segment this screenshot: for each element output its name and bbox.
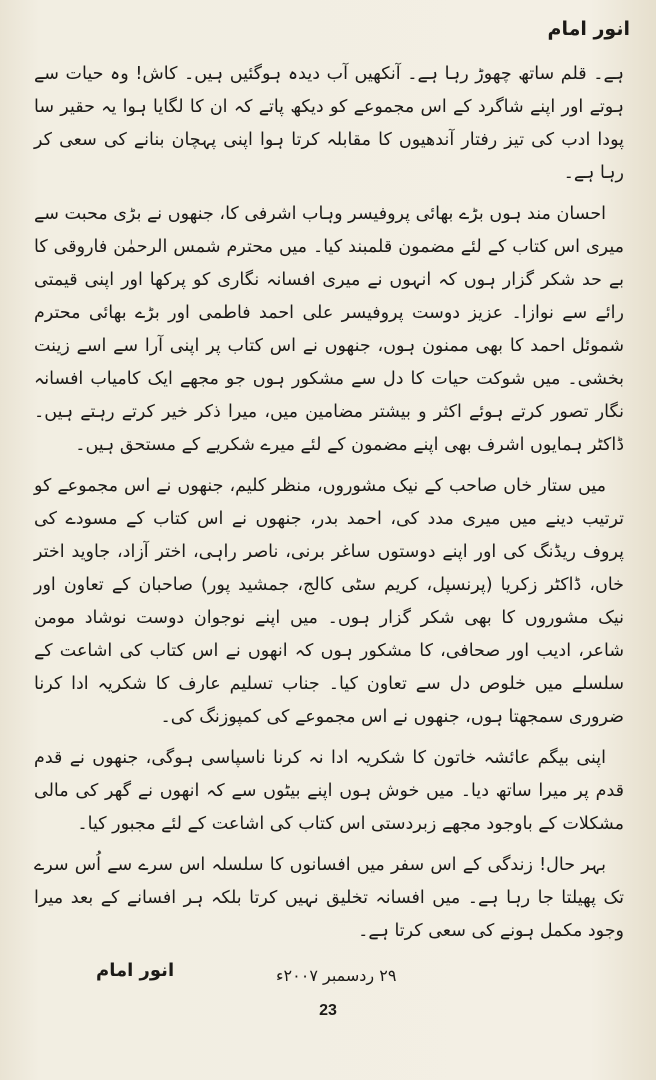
signature-date: ۲۹ ردسمبر ۲۰۰۷ء	[276, 966, 397, 985]
page-number: 23	[319, 1002, 337, 1019]
paragraph: ہے۔ قلم ساتھ چھوڑ رہا ہے۔ آنکھیں آب دیدہ ہوگئیں ہیں۔ کاش! وہ حیات سے ہوتے اور اپنے شاگرد کے اس مجموعے کو دیکھ پاتے کہ ان کا لگایا ہوا یہ حقیر سا پودا ادب کی تیز رفتار آندھیوں کا مقابلہ کرتا ہوا اپنی پہچان بنانے کی سعی کر رہا ہے۔	[34, 64, 624, 183]
paragraph: بہر حال! زندگی کے اس سفر میں افسانوں کا سلسلہ اس سرے سے اُس سرے تک پھیلتا جا رہا ہے۔ میں افسانہ تخلیق نہیں کرتا بلکہ ہر افسانے کے بعد میرا وجود مکمل ہونے کی سعی کرتا ہے۔	[34, 855, 624, 941]
running-header-author: انور امام	[547, 18, 630, 40]
body-text	[34, 58, 624, 952]
paragraph: میں ستار خاں صاحب کے نیک مشوروں، منظر کلیم، جنھوں نے اس مجموعے کو ترتیب دینے میں میری مدد کی، احمد بدر، جنھوں نے اس کتاب کے مسودے کی پروف ریڈنگ کی اور اپنے دوستوں ساغر برنی، ناصر راہی، اختر آزاد، جاوید اختر خاں، ڈاکٹر زکریا (پرنسپل، کریم سٹی کالج، جمشید پور) صاحبان کے تعاون اور نیک مشوروں کا بھی شکر گزار ہوں۔ میں اپنے نوجوان دوست نوشاد مومن شاعر، ادیب اور صحافی، کا مشکور ہوں کہ انھوں نے اس کتاب کی اشاعت کے سلسلے میں خلوص دل سے تعاون کیا۔ جناب تسلیم عارف کا شکریہ ادا کرنا ضروری سمجھتا ہوں، جنھوں نے اس مجموعے کی کمپوزنگ کی۔	[34, 476, 624, 727]
paragraph: اپنی بیگم عائشہ خاتون کا شکریہ ادا نہ کرنا ناسپاسی ہوگی، جنھوں نے قدم قدم پر میرا ساتھ دیا۔ میں خوش ہوں اپنے بیٹوں سے کہ انھوں نے گھر کی مالی مشکلات کے باوجود مجھے زبردستی اس کتاب کی اشاعت کے لئے مجبور کیا۔	[34, 748, 624, 834]
paragraph: احسان مند ہوں بڑے بھائی پروفیسر وہاب اشرفی کا، جنھوں نے بڑی محبت سے میری اس کتاب کے لئے مضمون قلمبند کیا۔ میں محترم شمس الرحمٰن فاروقی کا بے حد شکر گزار ہوں کہ انہوں نے میری افسانہ نگاری کو پرکھا اور اپنی قیمتی رائے سے نوازا۔ عزیز دوست پروفیسر علی احمد فاطمی اور بڑے بھائی محترم شموئل احمد کا بھی ممنون ہوں، جنھوں نے اس کتاب پر اپنی آرا سے اسے زینت بخشی۔ میں شوکت حیات کا دل سے مشکور ہوں جو مجھے ایک کامیاب افسانہ نگار تصور کرتے ہوئے اکثر و بیشتر مضامین میں، میرا ذکر خیر کرتے رہتے ہیں۔ ڈاکٹر ہمایوں اشرف بھی اپنے مضمون کے لئے میرے شکریے کے مستحق ہیں۔	[34, 204, 624, 455]
signature-name: انور امام	[96, 960, 175, 981]
